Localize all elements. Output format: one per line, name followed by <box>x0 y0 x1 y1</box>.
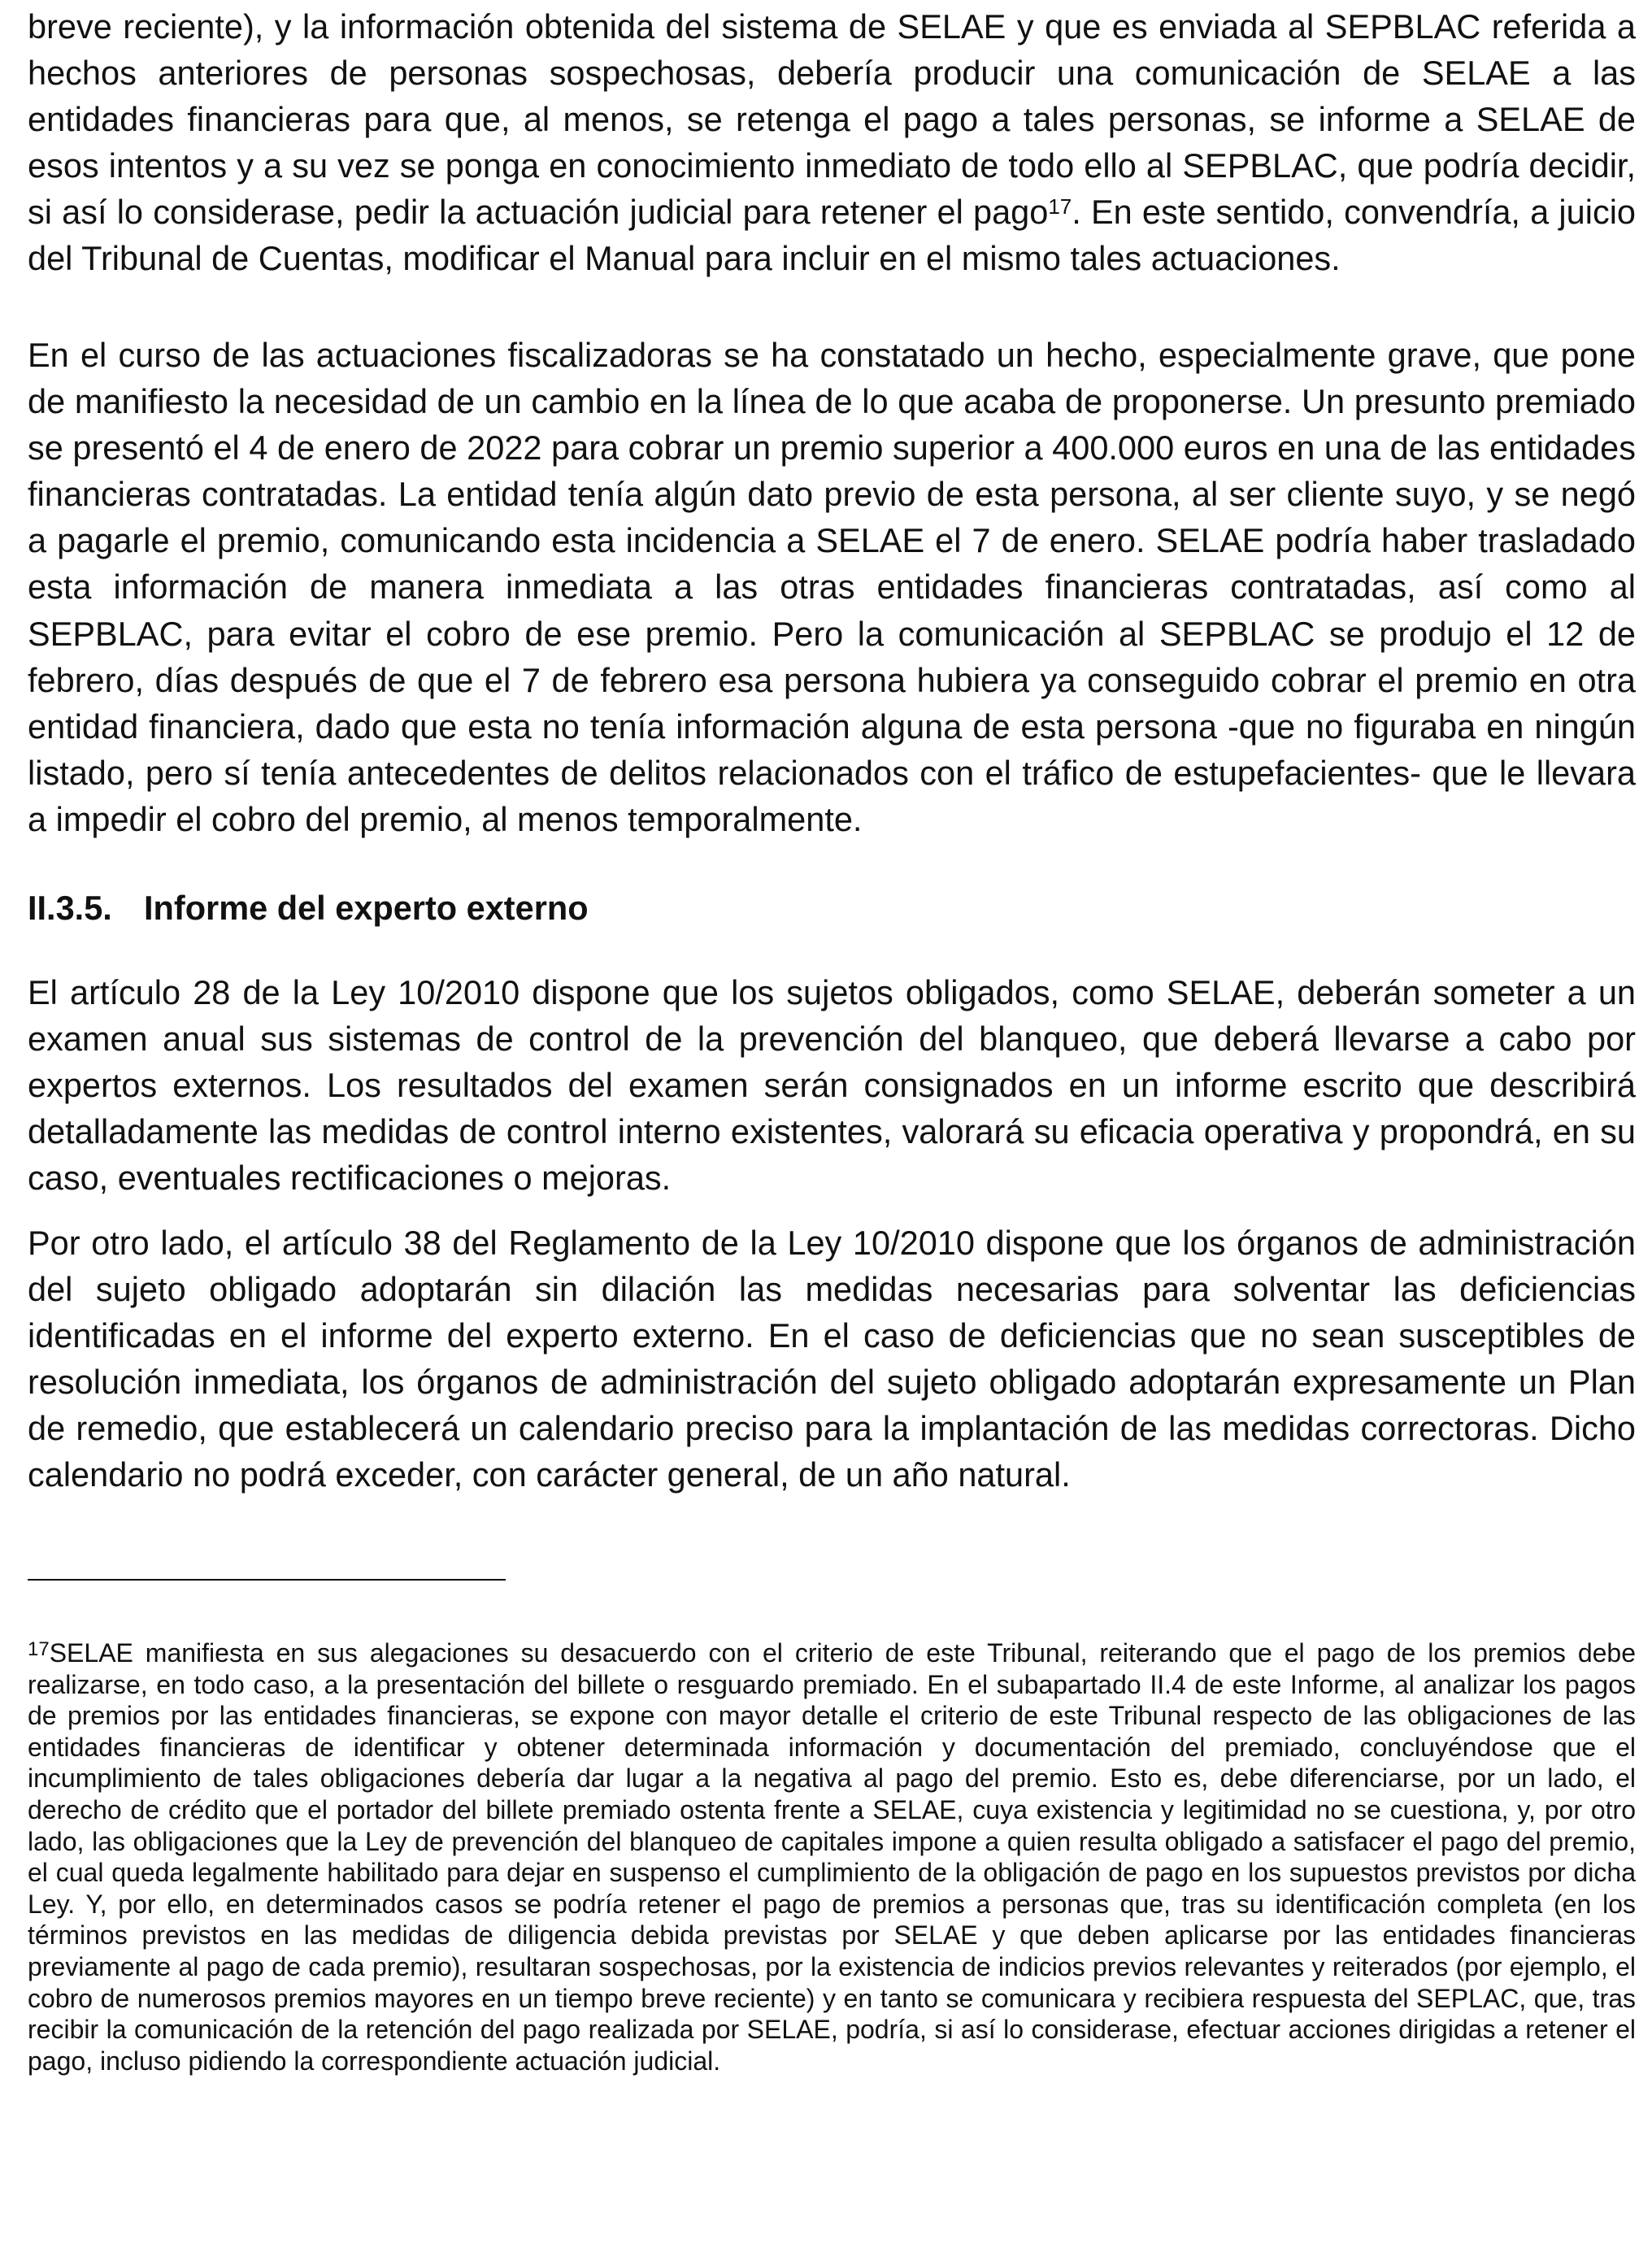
footnote-text: SELAE manifiesta en sus alegaciones su desacuerdo con el criterio de este Tribunal, reiterando que el pago de los premios debe realizarse, en todo caso, a la presentación del billete o resguardo premiado. En el subapartado II.4 de este Informe, al analizar los pagos de premios por las entidades financieras, se expone con mayor detalle el criterio de este Tribunal respecto de las obligaciones de las entidades financieras de identificar y obtener determinada información y documentación del premiado, concluyéndose que el incumplimiento de tales obligaciones debería dar lugar a la negativa al pago del premio. Esto es, debe diferenciarse, por un lado, el derecho de crédito que el portador del billete premiado ostenta frente a SELAE, cuya existencia y legitimidad no se cuestiona, y, por otro lado, las obligaciones que la Ley de prevención del blanqueo de capitales impone a quien resulta obligado a satisfacer el pago del premio, el cual queda legalmente habilitado para dejar en suspenso el cumplimiento de la obligación de pago en los supuestos previstos por dicha Ley. Y, por ello, en determinados casos se podría retener el pago de premios a personas que, tras su identificación completa (en los términos previstos en las medidas de diligencia debida previstas por SELAE y que deben aplicarse por las entidades financieras previamente al pago de cada premio), resultaran sospechosas, por la existencia de indicios previos relevantes y reiterados (por ejemplo, el cobro de numerosos premios mayores en un tiempo breve reciente) y en tanto se comunicara y recibiera respuesta del SEPLAC, que, tras recibir la comunicación de la retención del pago realizada por SELAE, podría, si así lo considerase, efectuar acciones dirigidas a retener el pago, incluso pidiendo la correspondiente actuación judicial. <box>28 1638 1636 2076</box>
paragraph-selae-communication <box>28 3 1636 282</box>
footnote-mark: 17 <box>28 1638 50 1660</box>
paragraph-prize-incident: En el curso de las actuaciones fiscalizadoras se ha constatado un hecho, especialmente grave, que pone de manifiesto la necesidad de un cambio en la línea de lo que acaba de proponerse. Un presunto premiado se presentó el 4 de enero de 2022 para cobrar un premio superior a 400.000 euros en una de las entidades financieras contratadas. La entidad tenía algún dato previo de esta persona, al ser cliente suyo, y se negó a pagarle el premio, comunicando esta incidencia a SELAE el 7 de enero. SELAE podría haber trasladado esta información de manera inmediata a las otras entidades financieras contratadas, así como al SEPBLAC, para evitar el cobro de ese premio. Pero la comunicación al SEPBLAC se produjo el 12 de febrero, días después de que el 7 de febrero esa persona hubiera ya conseguido cobrar el premio en otra entidad financiera, dado que esta no tenía información alguna de esta persona -que no figuraba en ningún listado, pero sí tenía antecedentes de delitos relacionados con el tráfico de estupefacientes- que le llevara a impedir el cobro del premio, al menos temporalmente. <box>28 336 1636 838</box>
paragraph-text-tail: . En este sentido, convendría, a juicio del Tribunal de Cuentas, modificar el Manual para incluir en el mismo tales actuaciones. <box>28 193 1636 278</box>
paragraph-text: breve reciente), y la información obtenida del sistema de SELAE y que es enviada al SEPBLAC referida a hechos anteriores de personas sospechosas, debería producir una comunicación de SELAE a las entidades financieras para que, al menos, se retenga el pago a tales personas, se informe a SELAE de esos intentos y a su vez se ponga en conocimiento inmediato de todo ello al SEPBLAC, que podría decidir, si así lo considerase, pedir la actuación judicial para retener el pago <box>28 7 1636 232</box>
section-heading <box>28 885 589 931</box>
paragraph-article-38: Por otro lado, el artículo 38 del Reglamento de la Ley 10/2010 dispone que los órganos de administración del sujeto obligado adoptarán sin dilación las medidas necesarias para solventar las deficiencias identificadas en el informe del experto externo. En el caso de deficiencias que no sean susceptibles de resolución inmediata, los órganos de administración del sujeto obligado adoptarán expresamente un Plan de remedio, que establecerá un calendario preciso para la implantación de las medidas correctoras. Dicho calendario no podrá exceder, con carácter general, de un año natural. <box>28 1224 1636 1494</box>
section-title: Informe del experto externo <box>144 889 589 927</box>
footnote-separator <box>28 1579 506 1581</box>
section-number: II.3.5. <box>28 889 112 927</box>
footnote-17 <box>28 1637 1636 2077</box>
footnote-reference-17[interactable]: 17 <box>1048 194 1072 220</box>
paragraph-article-28: El artículo 28 de la Ley 10/2010 dispone que los sujetos obligados, como SELAE, deberán someter a un examen anual sus sistemas de control de la prevención del blanqueo, que deberá llevarse a cabo por expertos externos. Los resultados del examen serán consignados en un informe escrito que describirá detalladamente las medidas de control interno existentes, valorará su eficacia operativa y propondrá, en su caso, eventuales rectificaciones o mejoras. <box>28 973 1636 1198</box>
